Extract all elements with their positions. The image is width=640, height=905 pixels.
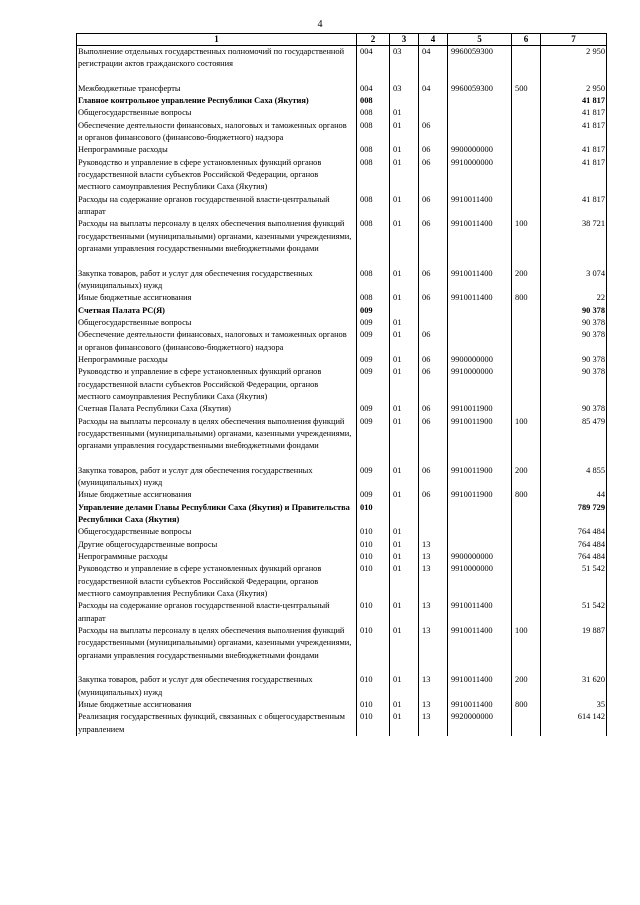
row-razdel-cell [390,453,419,465]
row-razdel-cell: 01 [390,600,419,625]
row-target-code-cell: 9910011400 [448,625,512,662]
row-name-cell: Счетная Палата РС(Я) [77,305,357,317]
row-razdel-cell: 03 [390,46,419,71]
row-expense-type-cell: 800 [512,699,541,711]
row-name-cell: Закупка товаров, работ и услуг для обеспечения государственных (муниципальных) нужд [77,674,357,699]
row-amount-cell [541,453,607,465]
row-expense-type-cell [512,144,541,156]
row-podrazdel-cell: 13 [419,711,448,736]
row-target-code-cell: 9910011400 [448,292,512,304]
row-podrazdel-cell [419,95,448,107]
row-razdel-cell: 01 [390,539,419,551]
row-podrazdel-cell [419,71,448,83]
row-name-cell: Непрограммные расходы [77,354,357,366]
table-row [77,403,607,415]
row-razdel-cell: 01 [390,354,419,366]
row-name-cell: Счетная Палата Республики Саха (Якутия) [77,403,357,415]
row-expense-type-cell [512,539,541,551]
row-expense-type-cell: 100 [512,416,541,453]
row-podrazdel-cell: 06 [419,366,448,403]
row-target-code-cell: 9900000000 [448,551,512,563]
row-podrazdel-cell [419,453,448,465]
row-expense-type-cell [512,366,541,403]
row-expense-type-cell: 200 [512,465,541,490]
row-ved-cell: 010 [357,674,390,699]
row-amount-cell: 614 142 [541,711,607,736]
row-expense-type-cell: 200 [512,268,541,293]
table-row [77,95,607,107]
row-expense-type-cell [512,256,541,268]
row-expense-type-cell: 800 [512,489,541,501]
row-podrazdel-cell [419,256,448,268]
table-row [77,625,607,662]
row-podrazdel-cell: 13 [419,625,448,662]
table-row [77,354,607,366]
row-target-code-cell: 9910011400 [448,600,512,625]
row-target-code-cell [448,256,512,268]
row-razdel-cell: 01 [390,416,419,453]
row-podrazdel-cell: 06 [419,416,448,453]
row-name-cell: Расходы на выплаты персоналу в целях обеспечения выполнения функций государственными (муниципальными) органами, казенными учреждениями, органами управления государственными внебюджетными фондами [77,416,357,453]
row-ved-cell: 010 [357,625,390,662]
row-expense-type-cell [512,120,541,145]
row-target-code-cell [448,107,512,119]
row-razdel-cell [390,95,419,107]
table-row [77,194,607,219]
table-row [77,107,607,119]
row-target-code-cell [448,71,512,83]
row-razdel-cell: 01 [390,366,419,403]
row-amount-cell: 41 817 [541,144,607,156]
row-name-cell: Руководство и управление в сфере установленных функций органов государственной власти субъектов Российской Федерации, органов местного самоуправления Республики Саха (Якутия) [77,157,357,194]
row-ved-cell: 004 [357,83,390,95]
row-razdel-cell [390,256,419,268]
row-amount-cell: 764 484 [541,526,607,538]
row-amount-cell: 38 721 [541,218,607,255]
table-row [77,551,607,563]
table-body [77,46,607,736]
row-expense-type-cell [512,95,541,107]
row-podrazdel-cell: 06 [419,157,448,194]
row-podrazdel-cell [419,317,448,329]
row-podrazdel-cell: 13 [419,539,448,551]
table-row [77,268,607,293]
table-row [77,563,607,600]
row-amount-cell: 90 378 [541,354,607,366]
row-name-cell: Руководство и управление в сфере установленных функций органов государственной власти субъектов Российской Федерации, органов местного самоуправления Республики Саха (Якутия) [77,366,357,403]
row-ved-cell: 008 [357,194,390,219]
row-name-cell [77,662,357,674]
row-name-cell: Расходы на выплаты персоналу в целях обеспечения выполнения функций государственными (муниципальными) органами, казенными учреждениями, органами управления государственными внебюджетными фондами [77,625,357,662]
row-amount-cell: 51 542 [541,563,607,600]
row-name-cell: Непрограммные расходы [77,551,357,563]
row-ved-cell: 009 [357,305,390,317]
row-target-code-cell [448,502,512,527]
row-podrazdel-cell: 06 [419,292,448,304]
table-row [77,218,607,255]
row-amount-cell: 41 817 [541,95,607,107]
row-podrazdel-cell: 04 [419,83,448,95]
row-podrazdel-cell [419,662,448,674]
row-target-code-cell: 9910011400 [448,194,512,219]
table-row [77,699,607,711]
row-podrazdel-cell: 13 [419,674,448,699]
row-name-cell: Закупка товаров, работ и услуг для обеспечения государственных (муниципальных) нужд [77,268,357,293]
row-amount-cell: 51 542 [541,600,607,625]
row-name-cell: Иные бюджетные ассигнования [77,292,357,304]
row-target-code-cell: 9910011900 [448,465,512,490]
header-col-5: 5 [448,34,512,46]
row-expense-type-cell: 800 [512,292,541,304]
row-expense-type-cell [512,551,541,563]
row-target-code-cell: 9960059300 [448,83,512,95]
row-target-code-cell: 9910011400 [448,268,512,293]
row-ved-cell: 010 [357,711,390,736]
spacer-row [77,453,607,465]
row-podrazdel-cell: 13 [419,551,448,563]
row-name-cell: Общегосударственные вопросы [77,526,357,538]
header-col-7: 7 [541,34,607,46]
row-razdel-cell: 01 [390,157,419,194]
row-podrazdel-cell: 06 [419,120,448,145]
row-name-cell: Межбюджетные трансферты [77,83,357,95]
row-podrazdel-cell: 06 [419,144,448,156]
row-ved-cell [357,256,390,268]
row-name-cell [77,256,357,268]
table-row [77,120,607,145]
row-name-cell: Другие общегосударственные вопросы [77,539,357,551]
row-amount-cell [541,71,607,83]
row-razdel-cell: 01 [390,107,419,119]
row-target-code-cell: 9910000000 [448,157,512,194]
row-ved-cell: 009 [357,366,390,403]
row-expense-type-cell: 100 [512,625,541,662]
row-razdel-cell [390,502,419,527]
row-name-cell: Общегосударственные вопросы [77,317,357,329]
row-ved-cell: 008 [357,95,390,107]
row-expense-type-cell: 500 [512,83,541,95]
row-name-cell [77,71,357,83]
row-expense-type-cell [512,329,541,354]
row-ved-cell: 010 [357,539,390,551]
table-row [77,674,607,699]
row-ved-cell: 009 [357,317,390,329]
row-razdel-cell: 01 [390,625,419,662]
row-ved-cell: 008 [357,120,390,145]
row-expense-type-cell [512,600,541,625]
row-podrazdel-cell: 06 [419,329,448,354]
row-expense-type-cell [512,354,541,366]
row-target-code-cell: 9960059300 [448,46,512,71]
row-name-cell: Руководство и управление в сфере установленных функций органов государственной власти субъектов Российской Федерации, органов местного самоуправления Республики Саха (Якутия) [77,563,357,600]
table-row [77,465,607,490]
table-row [77,489,607,501]
row-target-code-cell: 9910011900 [448,403,512,415]
header-col-2: 2 [357,34,390,46]
row-podrazdel-cell [419,107,448,119]
row-ved-cell: 010 [357,502,390,527]
row-razdel-cell: 01 [390,465,419,490]
row-name-cell: Расходы на содержание органов государственной власти-центральный аппарат [77,194,357,219]
row-podrazdel-cell: 06 [419,403,448,415]
row-amount-cell: 41 817 [541,120,607,145]
row-target-code-cell: 9910011900 [448,416,512,453]
row-target-code-cell: 9910000000 [448,563,512,600]
row-name-cell: Расходы на выплаты персоналу в целях обеспечения выполнения функций государственными (муниципальными) органами, казенными учреждениями, органами управления государственными внебюджетными фондами [77,218,357,255]
row-razdel-cell [390,71,419,83]
row-target-code-cell: 9920000000 [448,711,512,736]
row-ved-cell [357,662,390,674]
row-ved-cell: 010 [357,600,390,625]
row-ved-cell: 010 [357,526,390,538]
row-ved-cell: 009 [357,354,390,366]
row-expense-type-cell [512,563,541,600]
row-razdel-cell: 01 [390,144,419,156]
row-podrazdel-cell: 06 [419,268,448,293]
row-razdel-cell [390,662,419,674]
row-target-code-cell [448,120,512,145]
row-razdel-cell: 01 [390,268,419,293]
row-ved-cell: 008 [357,107,390,119]
table-row [77,600,607,625]
header-col-4: 4 [419,34,448,46]
row-razdel-cell: 01 [390,317,419,329]
row-razdel-cell: 01 [390,120,419,145]
row-ved-cell [357,453,390,465]
row-ved-cell: 010 [357,699,390,711]
row-podrazdel-cell [419,305,448,317]
page-number: 4 [317,19,323,30]
row-expense-type-cell [512,502,541,527]
row-name-cell: Расходы на содержание органов государственной власти-центральный аппарат [77,600,357,625]
row-podrazdel-cell: 06 [419,489,448,501]
spacer-row [77,662,607,674]
table-row [77,526,607,538]
row-razdel-cell: 01 [390,292,419,304]
row-expense-type-cell [512,711,541,736]
row-razdel-cell: 01 [390,526,419,538]
row-amount-cell: 44 [541,489,607,501]
row-expense-type-cell: 100 [512,218,541,255]
row-target-code-cell: 9900000000 [448,144,512,156]
row-razdel-cell: 01 [390,194,419,219]
row-amount-cell [541,662,607,674]
row-amount-cell: 19 887 [541,625,607,662]
row-expense-type-cell [512,71,541,83]
row-podrazdel-cell: 06 [419,354,448,366]
row-amount-cell: 4 855 [541,465,607,490]
row-target-code-cell: 9900000000 [448,354,512,366]
table-row [77,711,607,736]
row-razdel-cell: 01 [390,563,419,600]
row-amount-cell: 41 817 [541,194,607,219]
row-amount-cell: 764 484 [541,551,607,563]
row-ved-cell: 009 [357,416,390,453]
table-row [77,46,607,71]
row-podrazdel-cell: 06 [419,218,448,255]
row-name-cell: Обеспечение деятельности финансовых, налоговых и таможенных органов и органов финансового (финансово-бюджетного) надзора [77,329,357,354]
row-target-code-cell [448,305,512,317]
row-expense-type-cell [512,317,541,329]
row-name-cell: Управление делами Главы Республики Саха (Якутия) и Правительства Республики Саха (Якутия) [77,502,357,527]
header-row [77,34,607,46]
row-name-cell: Непрограммные расходы [77,144,357,156]
table-row [77,83,607,95]
row-razdel-cell: 01 [390,489,419,501]
row-podrazdel-cell [419,502,448,527]
row-expense-type-cell [512,403,541,415]
row-podrazdel-cell: 13 [419,699,448,711]
row-ved-cell: 010 [357,563,390,600]
row-target-code-cell [448,329,512,354]
row-podrazdel-cell: 04 [419,46,448,71]
row-podrazdel-cell: 06 [419,465,448,490]
row-target-code-cell: 9910000000 [448,366,512,403]
table-row [77,416,607,453]
row-ved-cell: 009 [357,329,390,354]
row-razdel-cell: 01 [390,218,419,255]
row-target-code-cell [448,662,512,674]
table-row [77,366,607,403]
row-amount-cell: 90 378 [541,317,607,329]
table-row [77,329,607,354]
row-amount-cell: 2 950 [541,46,607,71]
row-name-cell: Общегосударственные вопросы [77,107,357,119]
row-target-code-cell: 9910011400 [448,699,512,711]
row-target-code-cell: 9910011400 [448,218,512,255]
row-razdel-cell: 01 [390,403,419,415]
row-razdel-cell: 01 [390,674,419,699]
row-target-code-cell [448,317,512,329]
row-amount-cell: 31 620 [541,674,607,699]
row-razdel-cell [390,305,419,317]
table-row [77,157,607,194]
row-target-code-cell [448,539,512,551]
row-target-code-cell [448,453,512,465]
row-name-cell: Иные бюджетные ассигнования [77,489,357,501]
row-expense-type-cell [512,194,541,219]
row-name-cell: Выполнение отдельных государственных полномочий по государственной регистрации актов гражданского состояния [77,46,357,71]
row-ved-cell: 008 [357,268,390,293]
row-razdel-cell: 01 [390,329,419,354]
spacer-row [77,256,607,268]
header-col-1: 1 [77,34,357,46]
row-name-cell: Иные бюджетные ассигнования [77,699,357,711]
row-target-code-cell [448,95,512,107]
table-row [77,305,607,317]
row-amount-cell: 2 950 [541,83,607,95]
row-expense-type-cell: 200 [512,674,541,699]
row-expense-type-cell [512,453,541,465]
table-row [77,539,607,551]
row-razdel-cell: 03 [390,83,419,95]
row-ved-cell [357,71,390,83]
row-ved-cell: 009 [357,403,390,415]
row-podrazdel-cell: 13 [419,563,448,600]
row-target-code-cell: 9910011400 [448,674,512,699]
spacer-row [77,71,607,83]
row-target-code-cell: 9910011900 [448,489,512,501]
row-razdel-cell: 01 [390,699,419,711]
row-name-cell: Главное контрольное управление Республики Саха (Якутия) [77,95,357,107]
row-amount-cell: 3 074 [541,268,607,293]
row-amount-cell: 85 479 [541,416,607,453]
row-amount-cell: 22 [541,292,607,304]
row-amount-cell: 41 817 [541,107,607,119]
row-amount-cell: 41 817 [541,157,607,194]
header-col-3: 3 [390,34,419,46]
row-ved-cell: 008 [357,157,390,194]
row-razdel-cell: 01 [390,711,419,736]
row-ved-cell: 008 [357,292,390,304]
row-amount-cell: 90 378 [541,366,607,403]
row-amount-cell: 35 [541,699,607,711]
row-ved-cell: 008 [357,144,390,156]
row-razdel-cell: 01 [390,551,419,563]
row-name-cell: Закупка товаров, работ и услуг для обеспечения государственных (муниципальных) нужд [77,465,357,490]
table-header [77,34,607,46]
budget-table [76,33,607,736]
row-amount-cell: 789 729 [541,502,607,527]
row-ved-cell: 008 [357,218,390,255]
table-row [77,144,607,156]
row-expense-type-cell [512,305,541,317]
row-amount-cell: 764 484 [541,539,607,551]
row-expense-type-cell [512,662,541,674]
row-expense-type-cell [512,526,541,538]
row-podrazdel-cell: 06 [419,194,448,219]
row-amount-cell: 90 378 [541,305,607,317]
row-ved-cell: 010 [357,551,390,563]
row-amount-cell [541,256,607,268]
row-target-code-cell [448,526,512,538]
row-podrazdel-cell [419,526,448,538]
row-ved-cell: 009 [357,489,390,501]
table-row [77,292,607,304]
table-row [77,317,607,329]
row-name-cell: Реализация государственных функций, связанных с общегосударственным управлением [77,711,357,736]
row-expense-type-cell [512,157,541,194]
row-ved-cell: 004 [357,46,390,71]
row-ved-cell: 009 [357,465,390,490]
row-podrazdel-cell: 13 [419,600,448,625]
row-amount-cell: 90 378 [541,403,607,415]
header-col-6: 6 [512,34,541,46]
row-name-cell: Обеспечение деятельности финансовых, налоговых и таможенных органов и органов финансового (финансово-бюджетного) надзора [77,120,357,145]
row-name-cell [77,453,357,465]
row-amount-cell: 90 378 [541,329,607,354]
row-expense-type-cell [512,46,541,71]
row-expense-type-cell [512,107,541,119]
table-row [77,502,607,527]
